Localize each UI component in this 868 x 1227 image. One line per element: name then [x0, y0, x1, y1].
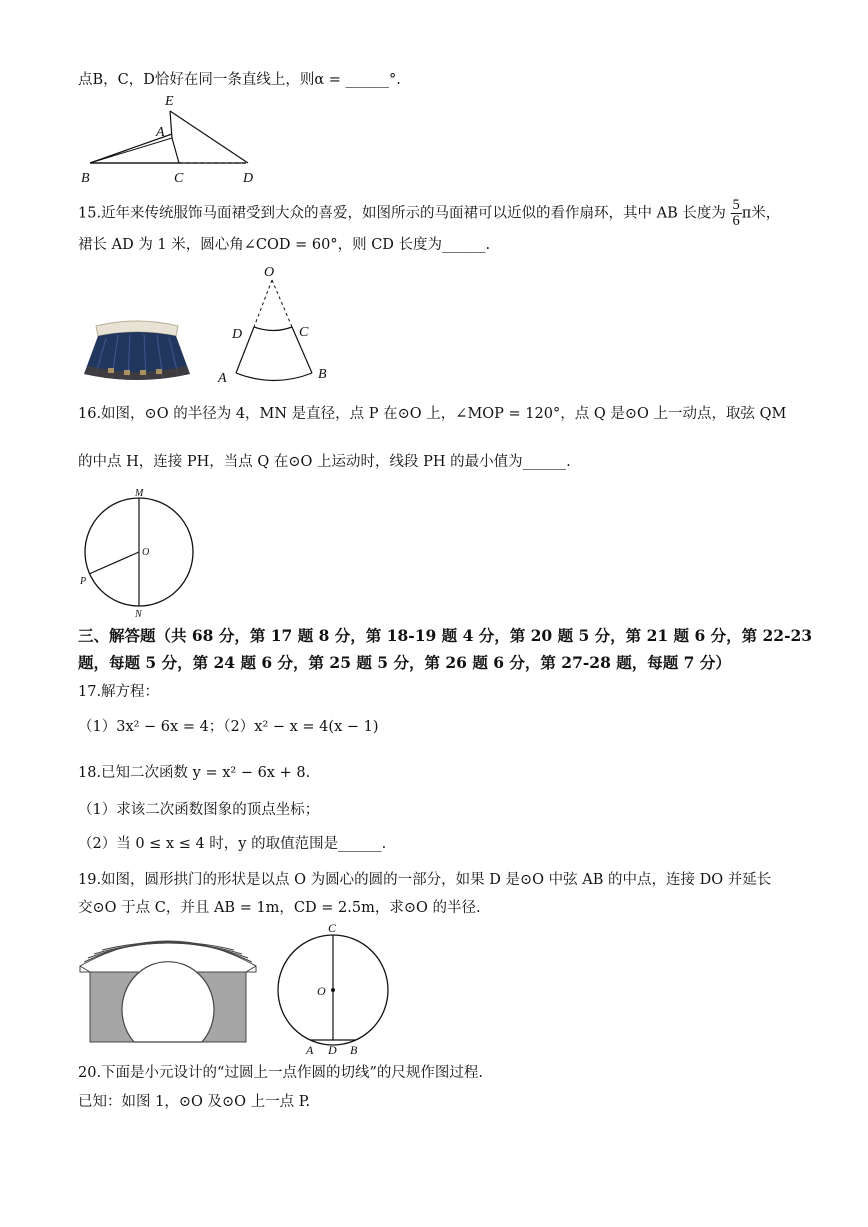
q20-line2: 已知：如图 1，⊙O 及⊙O 上一点 P.: [78, 1094, 311, 1110]
label-M: M: [135, 488, 144, 499]
label-B: B: [318, 367, 327, 382]
figure-14: [76, 90, 266, 186]
label-D: D: [243, 171, 254, 186]
label-P: P: [80, 576, 87, 587]
section-3-heading-line2: 题，每题 5 分，第 24 题 6 分，第 25 题 5 分，第 26 题 6 分，第 27-28 题，每题 7 分）: [78, 653, 731, 672]
label-O: O: [317, 984, 326, 998]
figure-19-circle: [272, 920, 396, 1058]
q14-tail-text: 点B，C，D恰好在同一条直线上，则α = ______°.: [78, 72, 401, 88]
q18-part2: （2）当 0 ≤ x ≤ 4 时，y 的取值范围是______.: [78, 836, 387, 852]
label-A: A: [218, 371, 227, 384]
q18-part1: （1）求该二次函数图象的顶点坐标；: [78, 802, 320, 818]
q16-line2: 的中点 H，连接 PH，当点 Q 在⊙O 上运动时，线段 PH 的最小值为______.: [78, 454, 571, 470]
label-A: A: [156, 125, 165, 140]
q17-title: 17.解方程：: [78, 684, 160, 700]
label-O: O: [264, 265, 275, 280]
q15-line1: 15.近年来传统服饰马面裙受到大众的喜爱，如图所示的马面裙可以近似的看作扇环，其中 AB 长度为 $\frac{5}{6}$ π米，: [78, 197, 781, 229]
label-E: E: [165, 94, 174, 109]
label-C: C: [174, 171, 184, 186]
section-3-heading-line1: 三、解答题（共 68 分，第 17 题 8 分，第 18-19 题 4 分，第 20 题 5 分，第 21 题 6 分，第 22-23: [78, 626, 813, 645]
label-C: C: [299, 325, 309, 340]
label-C: C: [328, 921, 337, 935]
label-B: B: [81, 171, 90, 186]
mamian-skirt-image: [78, 312, 196, 384]
figure-16-circle: [76, 484, 206, 620]
label-D: D: [328, 1043, 337, 1057]
figure-19-arch-gate: [78, 926, 258, 1046]
label-A: A: [306, 1043, 314, 1057]
label-B: B: [350, 1043, 358, 1057]
q19-line2: 交⊙O 于点 C，并且 AB = 1m，CD = 2.5m，求⊙O 的半径.: [78, 900, 481, 916]
label-O: O: [142, 547, 150, 558]
q15-line2: 裙长 AD 为 1 米，圆心角∠COD = 60°，则 CD 长度为______.: [78, 237, 491, 253]
q16-line1: 16.如图，⊙O 的半径为 4，MN 是直径，点 P 在⊙O 上，∠MOP = 120°，点 Q 是⊙O 上一动点，取弦 QM: [78, 406, 787, 422]
figure-15-sector-ring: [212, 260, 342, 384]
q18-title: 18.已知二次函数 y = x² − 6x + 8.: [78, 765, 311, 781]
label-D: D: [232, 327, 243, 342]
q19-line1: 19.如图，圆形拱门的形状是以点 O 为圆心的圆的一部分，如果 D 是⊙O 中弦 AB 的中点，连接 DO 并延长: [78, 872, 772, 888]
q17-equations: （1）3x² − 6x = 4；（2）x² − x = 4(x − 1): [78, 719, 379, 735]
fraction-5-6: $\frac{5}{6}$: [732, 197, 740, 229]
label-N: N: [135, 609, 142, 620]
q20-line1: 20.下面是小元设计的“过圆上一点作圆的切线”的尺规作图过程.: [78, 1065, 483, 1081]
